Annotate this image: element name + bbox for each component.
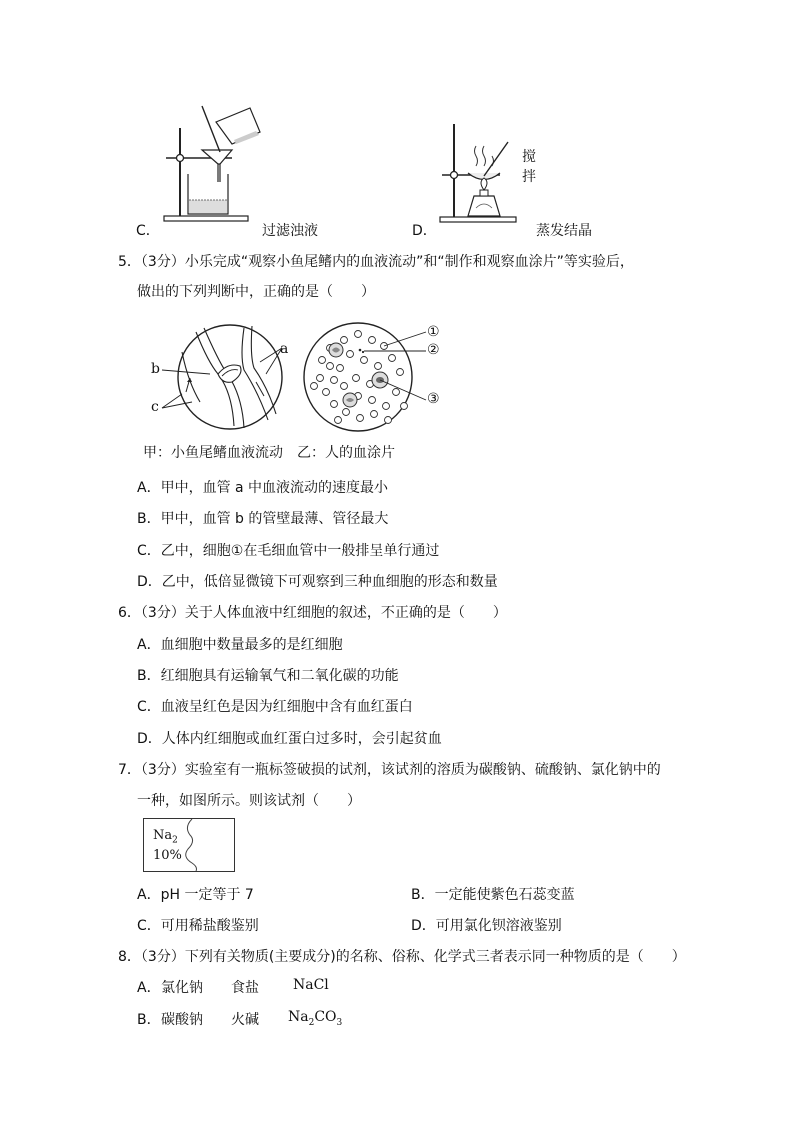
stir-label-2: 拌 xyxy=(522,169,536,185)
q4-option-c-letter: C． xyxy=(136,223,160,239)
q8-option-b-letter: B． xyxy=(137,1012,161,1028)
vessel-label-b: b xyxy=(151,361,160,377)
q4-option-d-caption: 蒸发结晶 xyxy=(536,223,592,239)
cell-label-1: ① xyxy=(427,324,440,340)
stir-label: 搅 xyxy=(522,149,536,165)
q8-option-a-name: 氯化钠 xyxy=(161,980,203,996)
q5-option-a[interactable]: A．甲中，血管 a 中血液流动的速度最小 xyxy=(137,480,389,496)
q5-option-c[interactable]: C．乙中，细胞①在毛细血管中一般排呈单行通过 xyxy=(137,543,440,559)
q5-option-d[interactable]: D．乙中，低倍显微镜下可观察到三种血细胞的形态和数量 xyxy=(137,574,498,590)
filtration-apparatus-figure xyxy=(160,100,270,225)
q4-option-d-letter: D． xyxy=(412,223,437,239)
q8-stem: 8．（3分）下列有关物质(主要成分)的名称、俗称、化学式三者表示同一种物质的是（ ） xyxy=(118,949,686,965)
q6-stem: 6．（3分）关于人体血液中红细胞的叙述，不正确的是（ ） xyxy=(118,605,507,621)
q8-option-b-name: 碳酸钠 xyxy=(161,1012,203,1028)
reagent-label-concentration: 10% xyxy=(153,848,182,863)
q5-stem-line1: 5．（3分）小乐完成“观察小鱼尾鳍内的血液流动”和“制作和观察血涂片”等实验后， xyxy=(118,254,634,270)
q8-option-a-common: 食盐 xyxy=(231,980,259,996)
q8-option-b-common: 火碱 xyxy=(231,1012,259,1028)
reagent-label-figure xyxy=(143,818,235,872)
q7-stem-line2: 一种，如图所示。则该试剂（ ） xyxy=(137,793,361,809)
fish-tail-blood-flow-figure xyxy=(148,322,298,432)
torn-edge-shape xyxy=(144,819,234,871)
evaporation-apparatus-figure xyxy=(438,120,524,226)
q5-figure-caption: 甲：小鱼尾鳍血液流动 乙：人的血涂片 xyxy=(143,445,395,461)
q7-option-d[interactable]: D．可用氯化钡溶液鉴别 xyxy=(411,918,562,934)
q5-stem-line2: 做出的下列判断中，正确的是（ ） xyxy=(137,284,375,300)
q7-option-b[interactable]: B．一定能使紫色石蕊变蓝 xyxy=(411,887,575,903)
q8-option-a-letter: A． xyxy=(137,980,161,996)
vessel-label-c: c xyxy=(151,399,159,415)
cell-label-2: ② xyxy=(427,342,440,358)
q6-option-c[interactable]: C．血液呈红色是因为红细胞中含有血红蛋白 xyxy=(137,699,413,715)
q7-option-a[interactable]: A．pH 一定等于 7 xyxy=(137,887,254,903)
q8-option-b-formula: $Na_2CO_3$ xyxy=(288,1009,343,1028)
q6-option-b[interactable]: B．红细胞具有运输氧气和二氧化碳的功能 xyxy=(137,668,399,684)
q7-option-c[interactable]: C．可用稀盐酸鉴别 xyxy=(137,918,259,934)
q8-option-a-formula: NaCl xyxy=(293,977,329,993)
cell-label-3: ③ xyxy=(427,391,440,407)
q6-option-a[interactable]: A．血细胞中数量最多的是红细胞 xyxy=(137,637,343,653)
q4-option-c-caption: 过滤浊液 xyxy=(262,223,318,239)
q5-option-b[interactable]: B．甲中，血管 b 的管壁最薄、管径最大 xyxy=(137,511,389,527)
reagent-label-formula: $Na_2$ xyxy=(153,828,178,846)
q6-option-d[interactable]: D．人体内红细胞或血红蛋白过多时，会引起贫血 xyxy=(137,731,442,747)
vessel-label-a: a xyxy=(280,341,289,357)
q7-stem-line1: 7．（3分）实验室有一瓶标签破损的试剂，该试剂的溶质为碳酸钠、硫酸钠、氯化钠中的 xyxy=(118,762,661,778)
